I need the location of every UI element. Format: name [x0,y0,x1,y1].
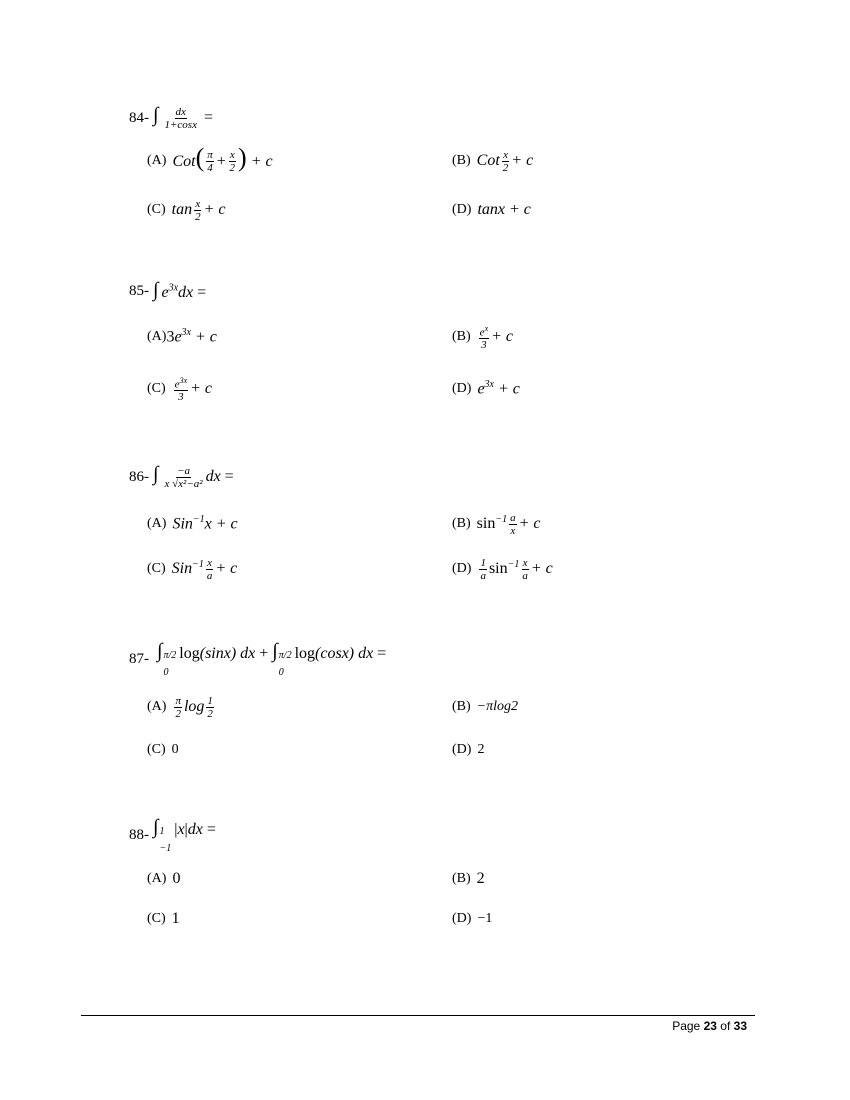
option-label: (C) [147,561,166,576]
option-formula: −πlog2 [476,699,519,714]
question-85 [129,271,206,311]
option-87-c[interactable] [147,733,179,767]
option-formula: $\sin^{-1}$ $\frac{a}{x}$ + c [476,511,541,537]
option-86-c[interactable] [147,552,237,586]
question-stem: ∫ $\frac{dx}{1+\cos x}$ = [153,104,213,131]
option-85-c[interactable] [147,372,212,406]
option-85-d[interactable] [452,372,520,406]
option-label: (B) [452,329,471,344]
option-formula: 1 [171,910,180,927]
footer-total-pages: 33 [733,1019,747,1033]
footer-current-page: 23 [703,1019,717,1033]
option-label: (A) [147,153,167,168]
option-88-d[interactable] [452,902,492,936]
question-number: 87- [129,650,149,667]
option-label: (A) [147,329,167,344]
option-label: (D) [452,742,472,757]
option-formula: $\frac{e^x}{3}$ + c [479,323,514,352]
option-84-d[interactable] [452,193,531,227]
option-formula: $3e^{3x} + c$ [166,327,217,346]
option-87-a[interactable] [147,690,216,724]
question-number: 85- [129,282,149,299]
option-label: (B) [452,871,471,886]
option-86-b[interactable] [452,507,541,541]
option-formula: Sin$^{-1}$x + c [172,514,238,533]
option-formula: Sin$^{-1}$ $\frac{x}{a}$ + c [171,556,238,582]
question-87 [129,639,386,679]
option-label: (B) [452,516,471,531]
option-86-d[interactable] [452,552,553,586]
question-88 [129,815,216,855]
option-87-d[interactable] [452,733,484,767]
question-stem: ∫ $\frac{-a}{\text{x √x²−a²}}$ dx = [153,463,234,490]
option-label: (A) [147,871,167,886]
option-formula: Cot $\frac{x}{2}$ + c [476,148,534,174]
option-85-a[interactable] [147,320,217,354]
question-number: 88- [129,826,149,843]
option-formula: −1 [477,911,493,926]
option-84-c[interactable] [147,193,226,227]
option-formula: $\frac{e^{3x}}{3}$ + c [174,375,213,404]
option-label: (D) [452,381,472,396]
option-label: (A) [147,516,167,531]
option-formula: Cot( $\frac{\pi}{4}$ + $\frac{x}{2}$ ) + c [172,142,273,175]
option-84-a[interactable] [147,144,273,178]
option-84-b[interactable] [452,144,533,178]
option-formula: 2 [476,870,485,887]
option-label: (A) [147,699,167,714]
option-88-c[interactable] [147,902,180,936]
page-footer [672,1019,747,1033]
option-label: (D) [452,202,472,217]
option-label: (D) [452,561,472,576]
option-87-b[interactable] [452,690,518,724]
question-86 [129,457,234,497]
option-86-a[interactable] [147,507,238,541]
question-number: 86- [129,468,149,485]
option-label: (B) [452,699,471,714]
option-85-b[interactable] [452,320,513,354]
footer-divider [81,1015,755,1016]
option-88-a[interactable] [147,862,180,896]
option-formula: $\frac{1}{a}$ $\sin^{-1}$ $\frac{x}{a}$ + c [480,556,553,582]
option-formula: $\frac{\pi}{2}$ log $\frac{1}{2}$ [175,694,213,720]
option-formula: tan $\frac{x}{2}$ + c [171,197,226,223]
option-formula: $e^{3x} + c$ [477,379,520,398]
question-84 [129,98,213,138]
question-number: 84- [129,109,149,126]
question-stem: ∫ 1 −1 |x|dx = [153,815,216,854]
option-label: (D) [452,911,472,926]
option-formula: 0 [172,870,181,887]
option-formula: 2 [477,742,485,757]
option-label: (C) [147,381,166,396]
question-stem: ∫ $e^{3x}dx$ = [153,278,207,301]
option-label: (C) [147,742,166,757]
option-formula: tanx + c [477,201,531,218]
option-88-b[interactable] [452,862,485,896]
footer-of-word: of [720,1019,731,1033]
footer-page-word: Page [672,1019,701,1033]
option-label: (B) [452,153,471,168]
option-label: (C) [147,911,166,926]
question-stem: ∫ π/2 0 log(sinx) dx + ∫ π/2 0 log(cosx) dx = [157,639,387,678]
option-label: (C) [147,202,166,217]
option-formula: 0 [171,742,179,757]
